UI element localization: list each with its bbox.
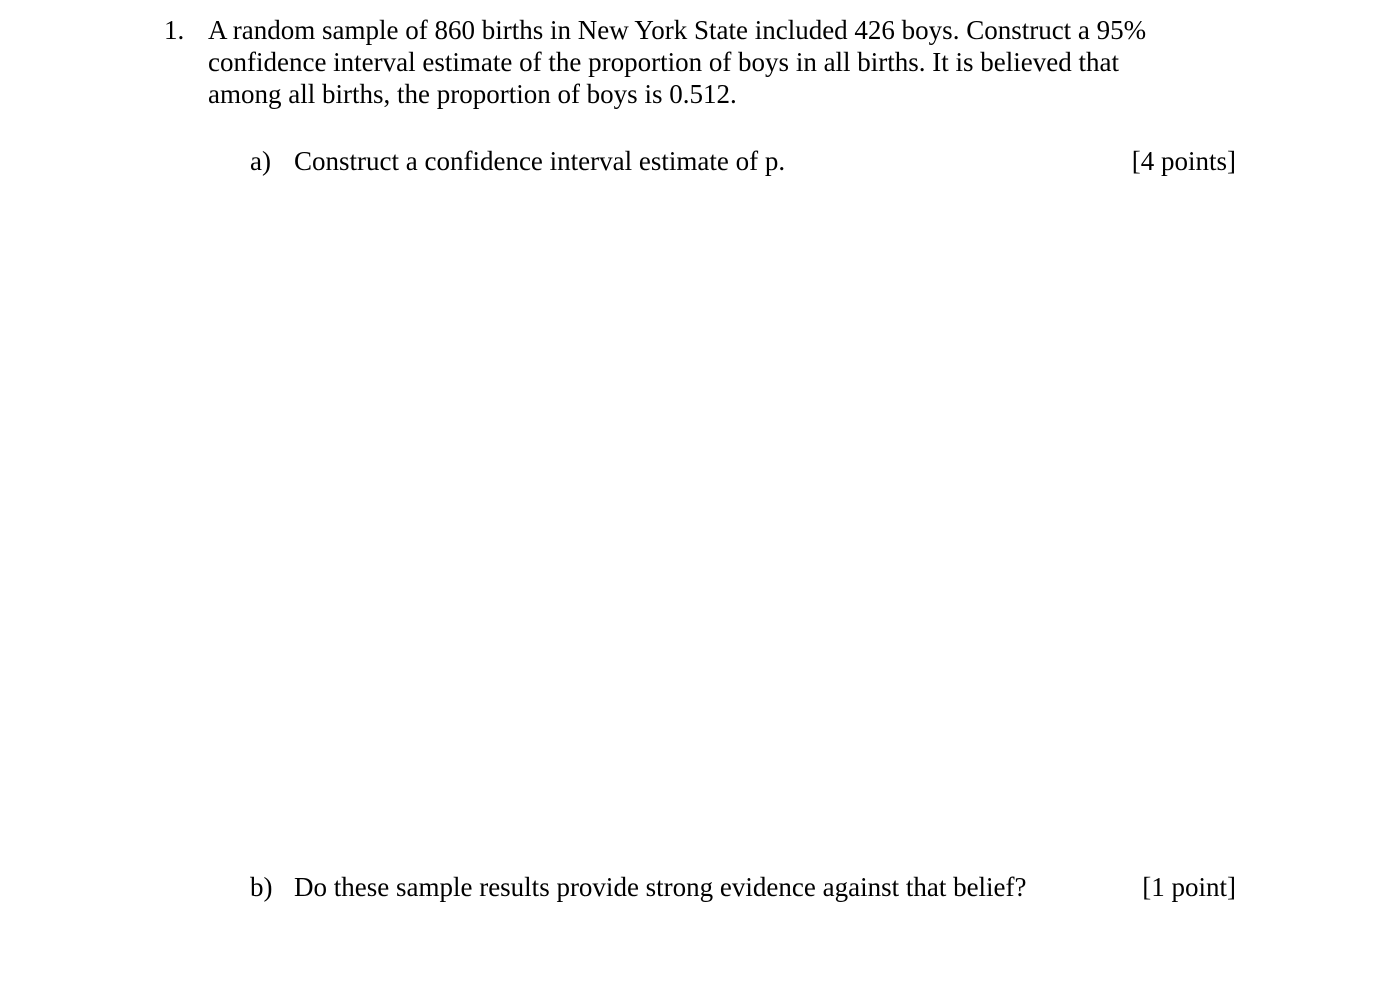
part-a-points: [4 points]: [1131, 146, 1236, 176]
part-b-text: Do these sample results provide strong evidence against that belief?: [294, 872, 1027, 902]
question-text: [208, 14, 1228, 110]
question-line: A random sample of 860 births in New York State included 426 boys. Construct a 95%: [208, 15, 1147, 45]
part-a-label: a): [250, 146, 271, 176]
part-a-text: Construct a confidence interval estimate of p.: [294, 146, 786, 176]
part-b-label: b): [250, 872, 273, 902]
question-line: confidence interval estimate of the proportion of boys in all births. It is believed that: [208, 47, 1119, 77]
part-b-points: [1 point]: [1142, 872, 1236, 902]
part-b: [250, 870, 1236, 904]
part-a: [250, 144, 1236, 178]
question-number: 1.: [164, 15, 185, 45]
question-line: among all births, the proportion of boys is 0.512.: [208, 79, 737, 109]
